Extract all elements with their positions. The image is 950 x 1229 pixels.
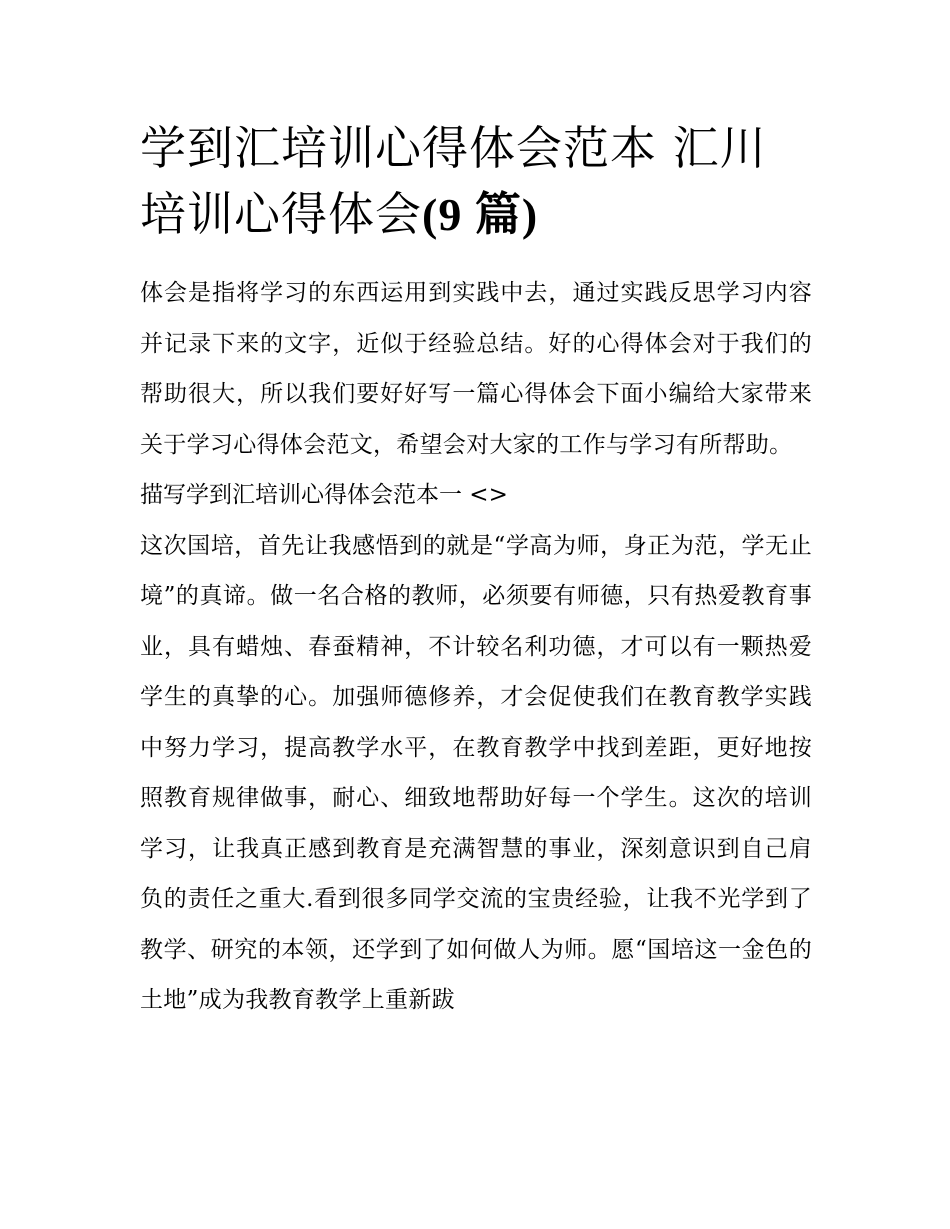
document-page xyxy=(140,115,812,1026)
section-heading: 描写学到汇培训心得体会范本一 <> xyxy=(140,482,508,508)
intro-paragraph: 体会是指将学习的东西运用到实践中去，通过实践反思学习内容并记录下来的文字，近似于经验总结。好的心得体会对于我们的帮助很大，所以我们要好好写一篇心得体会下面小编给大家带来关于学习心得体会范文，希望会对大家的工作与学习有所帮助。 xyxy=(140,280,812,458)
body-paragraph: 这次国培，首先让我感悟到的就是“学高为师，身正为范，学无止境”的真谛。做一名合格的教师，必须要有师德，只有热爱教育事业，具有蜡烛、春蚕精神，不计较名利功德，才可以有一颗热爱学生的真挚的心。加强师德修养，才会促使我们在教育教学实践中努力学习，提高教学水平，在教育教学中找到差距，更好地按照教育规律做事，耐心、细致地帮助好每一个学生。这次的培训学习，让我真正感到教育是充满智慧的事业，深刻意识到自己肩负的责任之重大.看到很多同学交流的宝贵经验，让我不光学到了教学、研究的本领，还学到了如何做人为师。愿“国培这一金色的土地”成为我教育教学上重新跋 xyxy=(140,532,812,1013)
document-title xyxy=(140,115,812,248)
title-text: 学到汇培训心得体会范本 汇川培训心得体会 xyxy=(140,121,767,241)
title-count: (9 篇) xyxy=(422,189,539,240)
